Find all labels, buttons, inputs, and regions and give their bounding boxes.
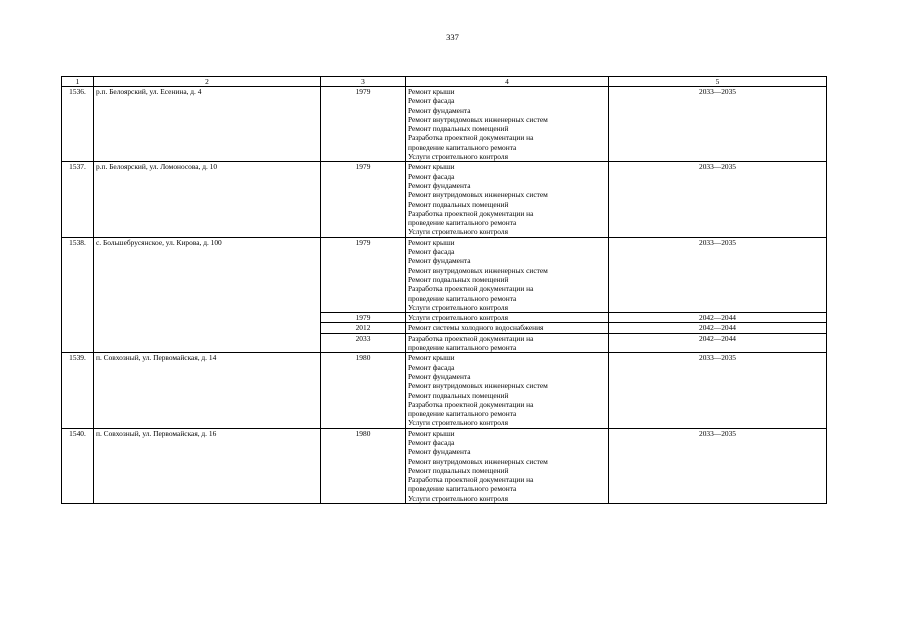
works-cell xyxy=(406,333,609,353)
period-cell: 2033—2035 xyxy=(609,162,827,237)
work-item: Ремонт крыши xyxy=(408,237,455,247)
work-item: Ремонт подвальных помещений xyxy=(408,199,509,209)
work-item: Ремонт подвальных помещений xyxy=(408,124,509,134)
work-item: Ремонт крыши xyxy=(408,353,455,363)
work-item: Ремонт фасада xyxy=(408,362,455,372)
work-item: проведение капитального ремонта xyxy=(408,293,517,303)
table-row xyxy=(62,162,827,237)
row-number: 1539. xyxy=(62,353,94,428)
work-item: Ремонт фасада xyxy=(408,171,455,181)
work-item: Ремонт внутридомовых инженерных систем xyxy=(408,265,548,275)
work-item: проведение капитального ремонта xyxy=(408,409,517,419)
work-item: Услуги строительного контроля xyxy=(408,493,508,503)
work-item: Ремонт крыши xyxy=(408,87,455,96)
column-header: 1 xyxy=(62,77,94,87)
period-cell: 2033—2035 xyxy=(609,87,827,162)
work-item: Ремонт подвальных помещений xyxy=(408,390,509,400)
table-body xyxy=(62,87,827,504)
works-cell xyxy=(406,313,609,323)
year-cell: 1979 xyxy=(321,237,406,312)
table-row xyxy=(62,353,827,428)
address-cell: р.п. Белоярский, ул. Ломоносова, д. 10 xyxy=(94,162,321,237)
period-cell: 2033—2035 xyxy=(609,353,827,428)
address-cell: р.п. Белоярский, ул. Есенина, д. 4 xyxy=(94,87,321,162)
work-item: Услуги строительного контроля xyxy=(408,313,508,323)
work-item: Разработка проектной документации на xyxy=(408,399,534,409)
column-header: 3 xyxy=(321,77,406,87)
work-item: проведение капитального ремонта xyxy=(408,343,517,353)
table-row xyxy=(62,87,827,162)
work-item: Разработка проектной документации на xyxy=(408,333,534,343)
work-item: Разработка проектной документации на xyxy=(408,284,534,294)
work-item: Услуги строительного контроля xyxy=(408,152,508,162)
work-item: Разработка проектной документации на xyxy=(408,208,534,218)
works-cell xyxy=(406,428,609,503)
row-number: 1538. xyxy=(62,237,94,353)
year-cell: 1980 xyxy=(321,353,406,428)
period-cell: 2033—2035 xyxy=(609,237,827,312)
works-cell xyxy=(406,162,609,237)
period-cell: 2042—2044 xyxy=(609,333,827,353)
column-header: 2 xyxy=(94,77,321,87)
works-cell xyxy=(406,323,609,333)
work-item: Услуги строительного контроля xyxy=(408,227,508,237)
year-cell: 1979 xyxy=(321,162,406,237)
work-item: Услуги строительного контроля xyxy=(408,302,508,312)
column-header: 4 xyxy=(406,77,609,87)
work-item: Услуги строительного контроля xyxy=(408,418,508,428)
address-cell: п. Совхозный, ул. Первомайская, д. 14 xyxy=(94,353,321,428)
work-item: Ремонт фундамента xyxy=(408,105,471,115)
work-item: Ремонт крыши xyxy=(408,162,455,172)
work-item: Ремонт подвальных помещений xyxy=(408,465,509,475)
work-item: Ремонт внутридомовых инженерных систем xyxy=(408,114,548,124)
period-cell: 2033—2035 xyxy=(609,428,827,503)
work-item: Ремонт крыши xyxy=(408,428,455,438)
work-item: Ремонт подвальных помещений xyxy=(408,274,509,284)
works-cell xyxy=(406,237,609,312)
work-item: Разработка проектной документации на xyxy=(408,133,534,143)
address-cell: с. Большебрусянское, ул. Кирова, д. 100 xyxy=(94,237,321,353)
work-item: Ремонт фундамента xyxy=(408,371,471,381)
repair-schedule-table xyxy=(61,76,827,504)
table-row xyxy=(62,237,827,312)
year-cell: 2033 xyxy=(321,333,406,353)
page-number: 337 xyxy=(446,32,459,42)
works-cell xyxy=(406,353,609,428)
year-cell: 1980 xyxy=(321,428,406,503)
work-item: проведение капитального ремонта xyxy=(408,484,517,494)
work-item: проведение капитального ремонта xyxy=(408,142,517,152)
year-cell: 1979 xyxy=(321,87,406,162)
row-number: 1537. xyxy=(62,162,94,237)
year-cell: 2012 xyxy=(321,323,406,333)
work-item: Ремонт внутридомовых инженерных систем xyxy=(408,190,548,200)
work-item: Ремонт системы холодного водоснабжения xyxy=(408,323,544,333)
work-item: Ремонт фасада xyxy=(408,437,455,447)
row-number: 1540. xyxy=(62,428,94,503)
address-cell: п. Совхозный, ул. Первомайская, д. 16 xyxy=(94,428,321,503)
work-item: Ремонт внутридомовых инженерных систем xyxy=(408,381,548,391)
work-item: Разработка проектной документации на xyxy=(408,475,534,485)
work-item: Ремонт фундамента xyxy=(408,180,471,190)
year-cell: 1979 xyxy=(321,313,406,323)
work-item: Ремонт фундамента xyxy=(408,256,471,266)
work-item: Ремонт фасада xyxy=(408,247,455,257)
work-item: проведение капитального ремонта xyxy=(408,218,517,228)
period-cell: 2042—2044 xyxy=(609,323,827,333)
column-header: 5 xyxy=(609,77,827,87)
row-number: 1536. xyxy=(62,87,94,162)
work-item: Ремонт внутридомовых инженерных систем xyxy=(408,456,548,466)
work-item: Ремонт фундамента xyxy=(408,447,471,457)
period-cell: 2042—2044 xyxy=(609,313,827,323)
table-row xyxy=(62,428,827,503)
work-item: Ремонт фасада xyxy=(408,96,455,106)
works-cell xyxy=(406,87,609,162)
column-number-row xyxy=(62,77,827,87)
